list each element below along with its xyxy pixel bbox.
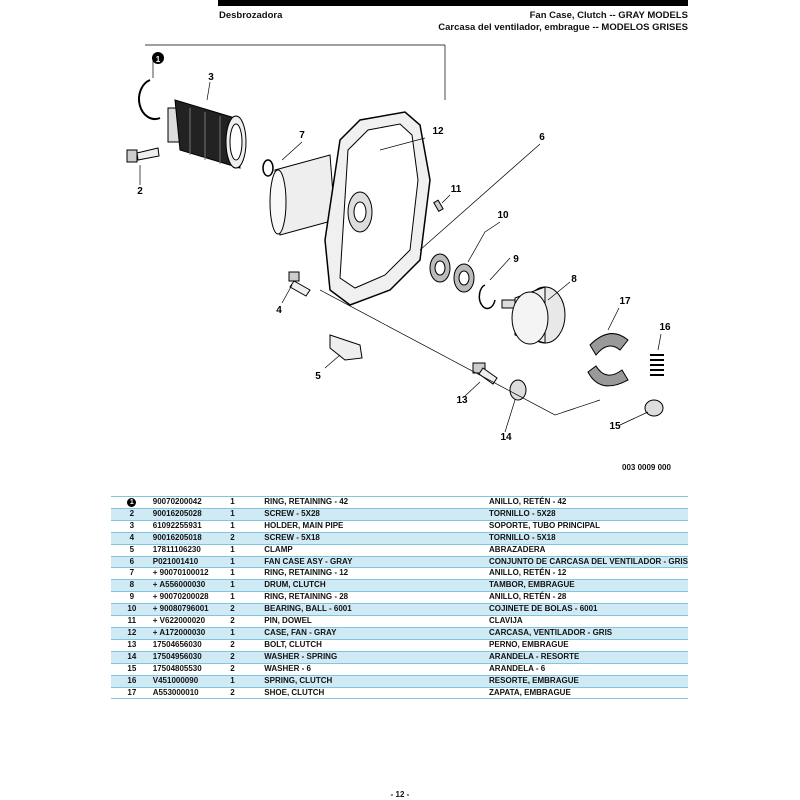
part-qty: 1 bbox=[230, 627, 264, 639]
callout-16: 16 bbox=[659, 322, 671, 333]
part-desc-es: ARANDELA - 6 bbox=[489, 663, 688, 675]
part-desc-en: HOLDER, MAIN PIPE bbox=[264, 520, 489, 532]
part-ref: 6 bbox=[111, 556, 153, 568]
part-qty: 1 bbox=[230, 544, 264, 556]
part-ref: 16 bbox=[111, 675, 153, 687]
part-number: 90070200042 bbox=[153, 497, 231, 509]
screw-5x28-shape bbox=[127, 148, 159, 162]
part-qty: 1 bbox=[230, 675, 264, 687]
part-desc-en: RING, RETAINING - 42 bbox=[264, 497, 489, 509]
part-number: 61092255931 bbox=[153, 520, 231, 532]
parts-row bbox=[111, 592, 688, 604]
parts-row bbox=[111, 568, 688, 580]
part-desc-en: WASHER - SPRING bbox=[264, 651, 489, 663]
part-desc-es: CONJUNTO DE CARCASA DEL VENTILADOR - GRIS bbox=[489, 556, 688, 568]
parts-row bbox=[111, 580, 688, 592]
callout-13: 13 bbox=[456, 395, 468, 406]
part-desc-en: RING, RETAINING - 28 bbox=[264, 592, 489, 604]
part-desc-es: TORNILLO - 5X18 bbox=[489, 532, 688, 544]
part-number: 17504805530 bbox=[153, 663, 231, 675]
page-number: - 12 - bbox=[390, 790, 410, 799]
figure-code: 003 0009 000 bbox=[622, 463, 671, 472]
part-qty: 2 bbox=[230, 616, 264, 628]
parts-row bbox=[111, 616, 688, 628]
part-ref: 10 bbox=[111, 604, 153, 616]
part-number: + V622000020 bbox=[153, 616, 231, 628]
parts-table bbox=[111, 496, 688, 699]
parts-row bbox=[111, 532, 688, 544]
clutch-shoes-shape bbox=[588, 334, 628, 386]
part-number: A553000010 bbox=[153, 687, 231, 699]
part-desc-es: ANILLO, RETÉN - 12 bbox=[489, 568, 688, 580]
part-number: + A556000030 bbox=[153, 580, 231, 592]
part-desc-es: CLAVIJA bbox=[489, 616, 688, 628]
callout-7: 7 bbox=[299, 130, 305, 141]
washer-6-shape bbox=[645, 400, 663, 416]
parts-row bbox=[111, 627, 688, 639]
part-desc-en: SCREW - 5X28 bbox=[264, 508, 489, 520]
part-ref: 11 bbox=[111, 616, 153, 628]
dowel-pin-shape bbox=[434, 200, 443, 211]
part-desc-en: SPRING, CLUTCH bbox=[264, 675, 489, 687]
part-number: 90016205028 bbox=[153, 508, 231, 520]
part-qty: 1 bbox=[230, 556, 264, 568]
part-number: + 90070200028 bbox=[153, 592, 231, 604]
parts-row bbox=[111, 544, 688, 556]
part-ref: 7 bbox=[111, 568, 153, 580]
part-ref: 5 bbox=[111, 544, 153, 556]
part-desc-en: DRUM, CLUTCH bbox=[264, 580, 489, 592]
retaining-ring-12-shape bbox=[263, 160, 273, 176]
part-qty: 1 bbox=[230, 580, 264, 592]
ball-bearings-shape bbox=[430, 254, 474, 292]
parts-row bbox=[111, 556, 688, 568]
part-desc-en: SHOE, CLUTCH bbox=[264, 687, 489, 699]
part-desc-en: BOLT, CLUTCH bbox=[264, 639, 489, 651]
header-bar bbox=[218, 0, 688, 6]
part-ref: 4 bbox=[111, 532, 153, 544]
callout-5: 5 bbox=[315, 371, 321, 382]
part-ref: 2 bbox=[111, 508, 153, 520]
part-qty: 2 bbox=[230, 651, 264, 663]
exploded-parts-diagram bbox=[100, 40, 700, 460]
part-number: + 90070100012 bbox=[153, 568, 231, 580]
part-qty: 1 bbox=[230, 497, 264, 509]
clamp-shape bbox=[330, 335, 362, 360]
part-number: 17504956030 bbox=[153, 651, 231, 663]
part-desc-en: RING, RETAINING - 12 bbox=[264, 568, 489, 580]
parts-row bbox=[111, 520, 688, 532]
retaining-ring-28-shape bbox=[479, 285, 495, 308]
part-desc-es: CARCASA, VENTILADOR - GRIS bbox=[489, 627, 688, 639]
part-desc-es: RESORTE, EMBRAGUE bbox=[489, 675, 688, 687]
part-ref: 9 bbox=[111, 592, 153, 604]
callout-10: 10 bbox=[497, 210, 509, 221]
part-qty: 2 bbox=[230, 604, 264, 616]
callout-9: 9 bbox=[513, 254, 519, 265]
part-qty: 2 bbox=[230, 687, 264, 699]
part-desc-en: SCREW - 5X18 bbox=[264, 532, 489, 544]
part-desc-es: TAMBOR, EMBRAGUE bbox=[489, 580, 688, 592]
part-number: + 90080796001 bbox=[153, 604, 231, 616]
main-pipe-holder-shape bbox=[168, 100, 246, 168]
parts-row bbox=[111, 675, 688, 687]
part-desc-es: ARANDELA - RESORTE bbox=[489, 651, 688, 663]
part-desc-es: ANILLO, RETÉN - 28 bbox=[489, 592, 688, 604]
callout-3: 3 bbox=[208, 72, 214, 83]
page-title-es: Carcasa del ventilador, embrague -- MODELOS GRISES bbox=[438, 22, 688, 33]
callout-12: 12 bbox=[432, 126, 444, 137]
clutch-spring-shape bbox=[650, 355, 664, 375]
part-desc-en: FAN CASE ASY - GRAY bbox=[264, 556, 489, 568]
parts-row bbox=[111, 663, 688, 675]
part-qty: 2 bbox=[230, 639, 264, 651]
ref-circle-badge: 1 bbox=[127, 498, 136, 507]
part-desc-es: ANILLO, RETÉN - 42 bbox=[489, 497, 688, 509]
part-ref: 3 bbox=[111, 520, 153, 532]
part-desc-es: ZAPATA, EMBRAGUE bbox=[489, 687, 688, 699]
part-ref: 14 bbox=[111, 651, 153, 663]
part-desc-en: BEARING, BALL - 6001 bbox=[264, 604, 489, 616]
part-qty: 2 bbox=[230, 663, 264, 675]
part-qty: 1 bbox=[230, 520, 264, 532]
part-ref bbox=[111, 497, 153, 509]
page-title bbox=[438, 10, 688, 34]
brand-logo bbox=[111, 0, 211, 6]
parts-row bbox=[111, 497, 688, 509]
part-number: V451000090 bbox=[153, 675, 231, 687]
part-desc-en: CASE, FAN - GRAY bbox=[264, 627, 489, 639]
callout-2: 2 bbox=[137, 186, 143, 197]
part-ref: 15 bbox=[111, 663, 153, 675]
part-ref: 8 bbox=[111, 580, 153, 592]
page-title-en: Fan Case, Clutch -- GRAY MODELS bbox=[529, 10, 688, 21]
spring-washer-shape bbox=[510, 380, 526, 400]
callout-14: 14 bbox=[500, 432, 512, 443]
parts-row bbox=[111, 604, 688, 616]
part-desc-en: PIN, DOWEL bbox=[264, 616, 489, 628]
part-desc-en: WASHER - 6 bbox=[264, 663, 489, 675]
part-qty: 2 bbox=[230, 532, 264, 544]
screw-5x18-shape bbox=[289, 272, 310, 296]
clutch-drum-shape bbox=[502, 287, 565, 344]
parts-row bbox=[111, 687, 688, 699]
part-ref: 12 bbox=[111, 627, 153, 639]
part-desc-es: ABRAZADERA bbox=[489, 544, 688, 556]
callout-6: 6 bbox=[539, 132, 545, 143]
callout-4: 4 bbox=[276, 305, 282, 316]
part-desc-es: COJINETE DE BOLAS - 6001 bbox=[489, 604, 688, 616]
section-title: Desbrozadora bbox=[219, 10, 283, 21]
callout-11: 11 bbox=[450, 184, 462, 195]
part-desc-es: SOPORTE, TUBO PRINCIPAL bbox=[489, 520, 688, 532]
parts-row bbox=[111, 651, 688, 663]
callout-17: 17 bbox=[619, 296, 631, 307]
part-desc-en: CLAMP bbox=[264, 544, 489, 556]
retaining-ring-42-shape bbox=[139, 80, 160, 119]
parts-row bbox=[111, 508, 688, 520]
callout-1: 1 bbox=[155, 55, 161, 64]
part-ref: 13 bbox=[111, 639, 153, 651]
part-qty: 1 bbox=[230, 568, 264, 580]
part-qty: 1 bbox=[230, 592, 264, 604]
callout-15: 15 bbox=[609, 421, 621, 432]
part-number: 90016205018 bbox=[153, 532, 231, 544]
callout-8: 8 bbox=[571, 274, 577, 285]
part-number: P021001410 bbox=[153, 556, 231, 568]
part-qty: 1 bbox=[230, 508, 264, 520]
part-ref: 17 bbox=[111, 687, 153, 699]
part-number: 17811106230 bbox=[153, 544, 231, 556]
parts-row bbox=[111, 639, 688, 651]
part-number: + A172000030 bbox=[153, 627, 231, 639]
part-desc-es: TORNILLO - 5X28 bbox=[489, 508, 688, 520]
part-desc-es: PERNO, EMBRAGUE bbox=[489, 639, 688, 651]
part-number: 17504656030 bbox=[153, 639, 231, 651]
